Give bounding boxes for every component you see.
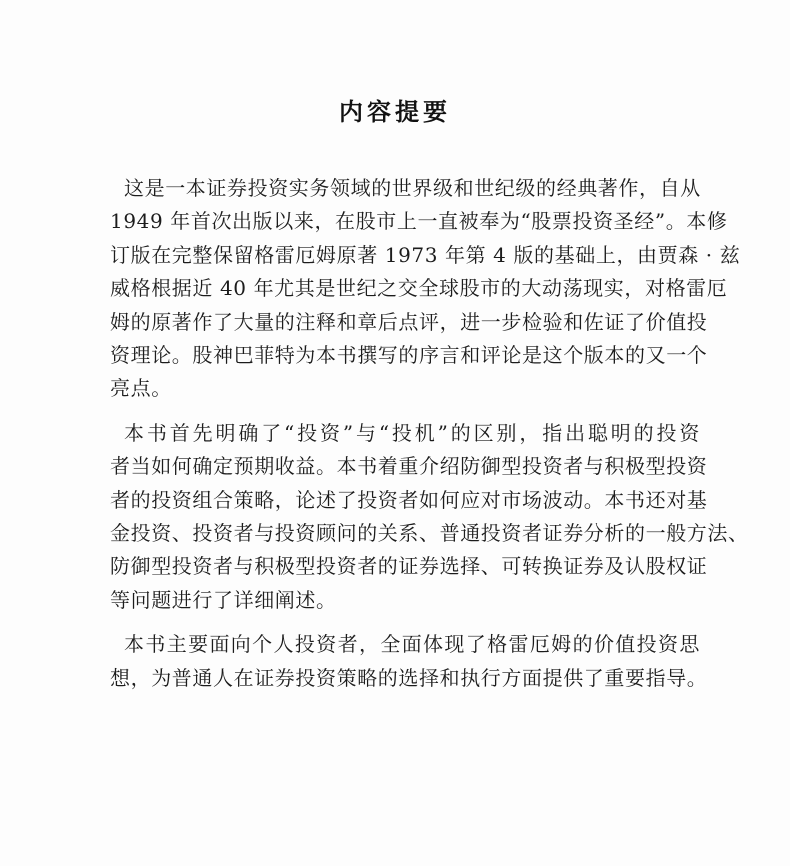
- text-line: 等问题进行了详细阐述。: [110, 587, 337, 612]
- summary-body: [110, 172, 749, 706]
- text-line: 者的投资组合策略，论述了投资者如何应对市场波动。本书还对基: [110, 487, 708, 512]
- text-line: 者当如何确定预期收益。本书着重介绍防御型投资者与积极型投资: [110, 454, 708, 479]
- text-line: 1949 年首次出版以来，在股市上一直被奉为“股票投资圣经”。本修: [110, 209, 728, 234]
- text-line: 金投资、投资者与投资顾问的关系、普通投资者证券分析的一般方法、: [110, 521, 749, 546]
- page-title: 内容提要: [339, 98, 451, 126]
- text-line: 订版在完整保留格雷厄姆原著 1973 年第 4 版的基础上，由贾森 · 兹: [110, 242, 741, 267]
- paragraph-3: [110, 628, 708, 695]
- text-line: 这是一本证券投资实务领域的世界级和世纪级的经典著作，自从: [124, 176, 701, 200]
- text-line: 姆的原著作了大量的注释和章后点评，进一步检验和佐证了价值投: [110, 309, 708, 334]
- text-line: 防御型投资者与积极型投资者的证券选择、可转换证券及认股权证: [110, 554, 708, 579]
- text-line: 本书主要面向个人投资者，全面体现了格雷厄姆的价值投资思: [124, 632, 700, 657]
- text-line: 亮点。: [110, 376, 172, 401]
- text-line: 威格根据近 40 年尤其是世纪之交全球股市的大动荡现实，对格雷厄: [110, 276, 728, 301]
- text-line: 资理论。股神巴菲特为本书撰写的序言和评论是这个版本的又一个: [110, 343, 708, 368]
- text-line: 本书首先明确了“投资”与“投机”的区别，指出聪明的投资: [124, 420, 700, 445]
- text-line: 想，为普通人在证券投资策略的选择和执行方面提供了重要指导。: [110, 665, 708, 690]
- paragraph-2: [110, 417, 749, 617]
- paragraph-1: [110, 172, 741, 406]
